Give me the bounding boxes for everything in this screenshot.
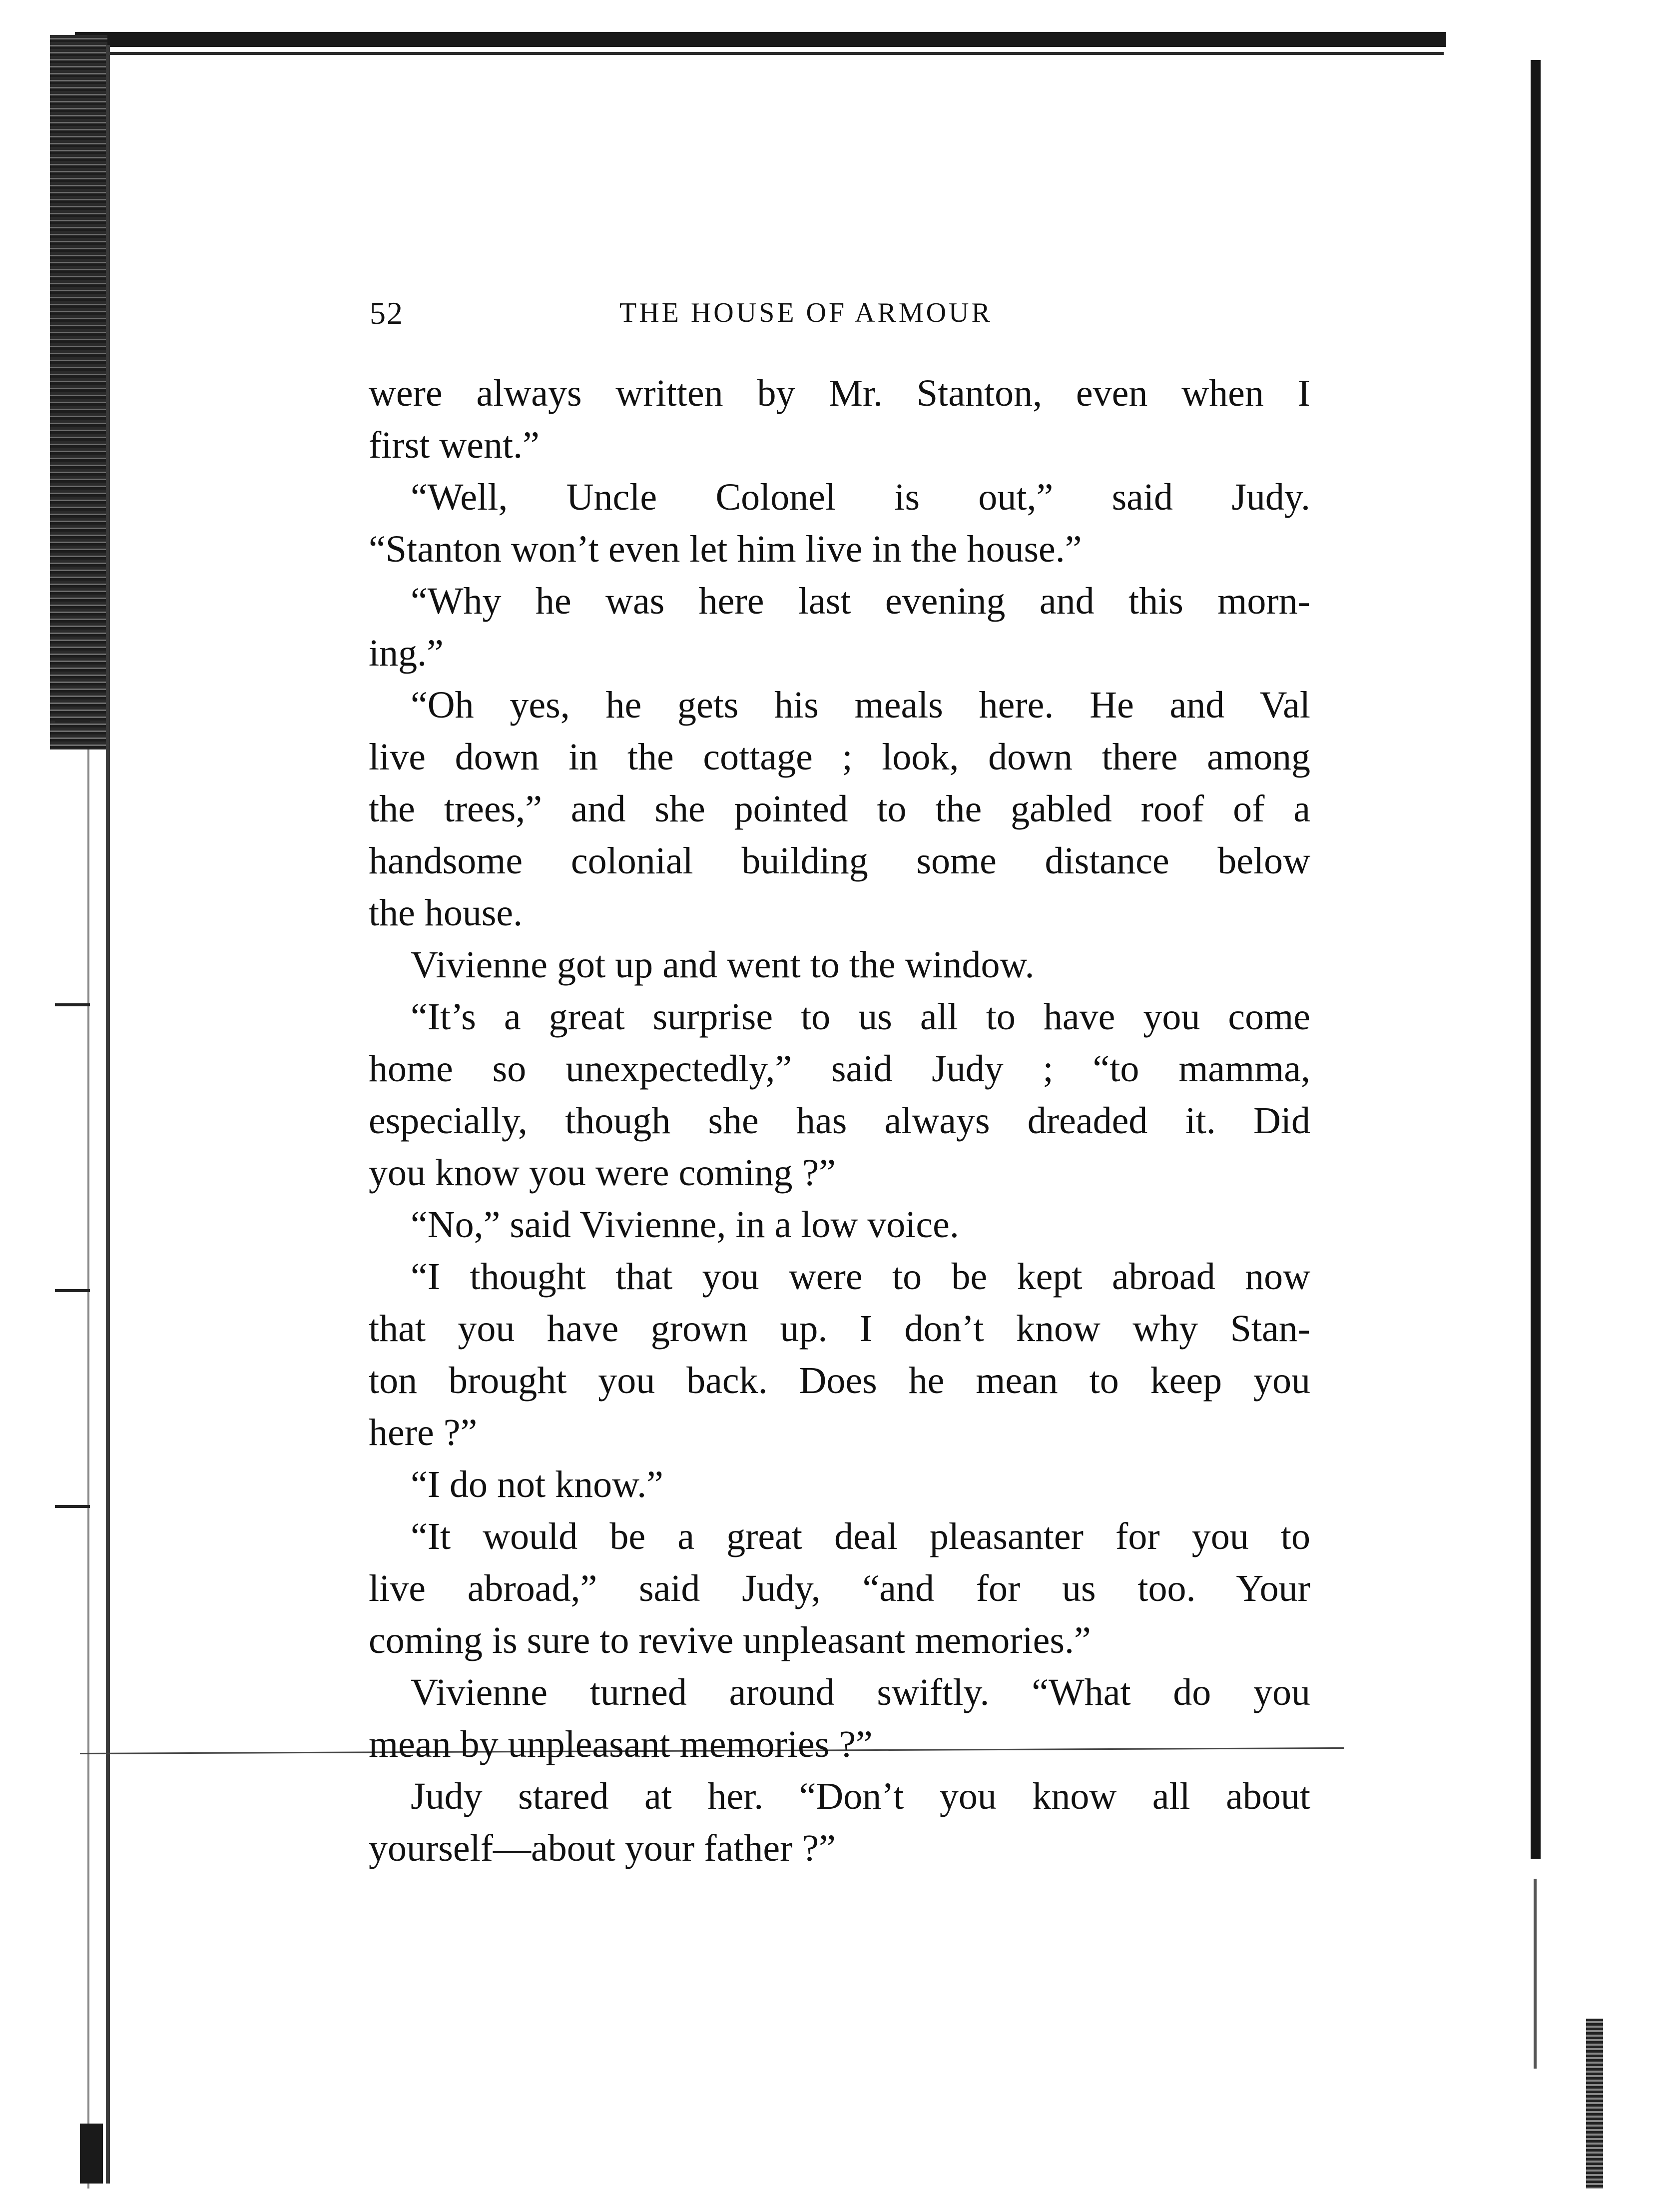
text-line: “It would be a great deal pleasanter for you to [411, 1515, 1310, 1557]
text-line: Vivienne got up and went to the window. [411, 944, 1035, 986]
text-line: “Stanton won’t even let him live in the house.” [369, 528, 1082, 570]
scan-top-border-thin [105, 52, 1444, 55]
text-line: especially, though she has always dreaded it. Did [369, 1100, 1310, 1142]
text-line: coming is sure to revive unpleasant memories.” [369, 1619, 1091, 1661]
text-line: first went.” [369, 424, 540, 466]
scan-right-speckle [1586, 2019, 1603, 2189]
body-text [369, 367, 1310, 1874]
scan-left-edge [106, 45, 110, 2184]
text-line: the trees,” and she pointed to the gabled roof of a [369, 788, 1310, 830]
page-number: 52 [370, 295, 404, 331]
scan-right-edge-lower [1534, 1879, 1537, 2069]
text-line: “No,” said Vivienne, in a low voice. [411, 1204, 959, 1246]
text-line: “It’s a great surprise to us all to have you come [411, 996, 1310, 1038]
text-line: you know you were coming ?” [369, 1152, 836, 1194]
text-line: Vivienne turned around swiftly. “What do you [411, 1671, 1310, 1713]
text-line: the house. [369, 892, 523, 934]
scan-binding-shadow [50, 35, 107, 749]
text-line: home so unexpectedly,” said Judy ; “to mamma, [369, 1048, 1310, 1090]
text-line: “Why he was here last evening and this morn- [411, 580, 1310, 622]
text-line: “I thought that you were to be kept abroad now [411, 1256, 1310, 1298]
text-line: handsome colonial building some distance below [369, 840, 1310, 882]
scan-mark [55, 1289, 90, 1292]
text-line: here ?” [369, 1412, 478, 1454]
scan-mark [55, 720, 90, 723]
text-line: mean by unpleasant memories ?” [369, 1723, 873, 1765]
scan-right-edge [1531, 60, 1541, 1859]
text-line: live abroad,” said Judy, “and for us too. Your [369, 1567, 1310, 1609]
scan-top-border [75, 32, 1446, 47]
text-line: ton brought you back. Does he mean to keep you [369, 1360, 1310, 1402]
text-line: live down in the cottage ; look, down there among [369, 736, 1310, 778]
running-head: THE HOUSE OF ARMOUR [619, 297, 993, 328]
scan-left-edge-faint [87, 749, 89, 2189]
text-line: yourself—about your father ?” [369, 1827, 836, 1869]
text-line: “Well, Uncle Colonel is out,” said Judy. [411, 476, 1310, 518]
text-line: “Oh yes, he gets his meals here. He and Val [411, 684, 1310, 726]
scan-left-block [80, 2124, 103, 2184]
text-line: ing.” [369, 632, 444, 674]
text-line: were always written by Mr. Stanton, even when I [369, 372, 1310, 414]
text-line: that you have grown up. I don’t know why Stan- [369, 1308, 1310, 1350]
text-line: “I do not know.” [411, 1464, 663, 1505]
text-line: Judy stared at her. “Don’t you know all about [411, 1775, 1310, 1817]
scan-mark [55, 1505, 90, 1508]
scan-mark [55, 1003, 90, 1006]
